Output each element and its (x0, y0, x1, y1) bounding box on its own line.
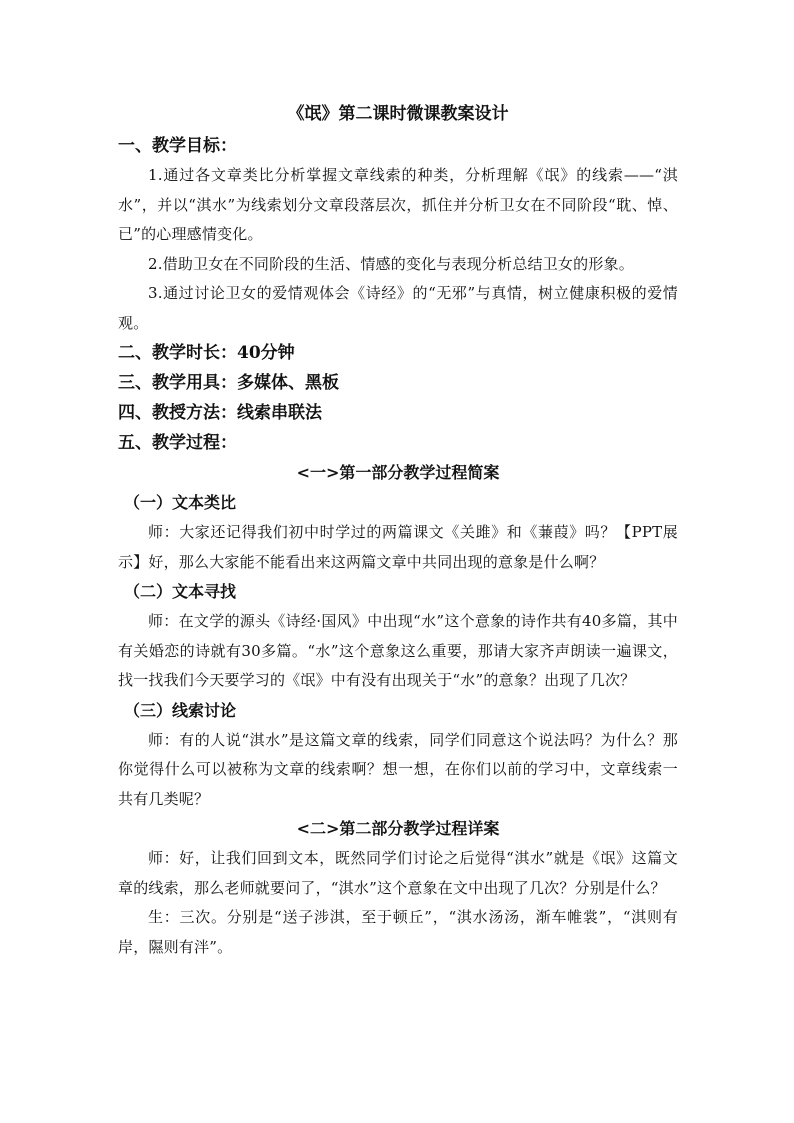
section-heading-objectives: 一、教学目标： (118, 136, 237, 156)
objective-item-2: 2.借助卫女在不同阶段的生活、情感的变化与表现分析总结卫女的形象。 (148, 254, 634, 273)
section-heading-process: 五、教学过程： (118, 433, 237, 453)
text-search-paragraph: 师：在文学的源头《诗经·国风》中出现“水”这个意象的诗作共有40多篇，其中有关婚恋的诗就有30多篇。“水”这个意象这么重要，那请大家齐声朗读一遍课文，找一找我们今天要学习的《氓》中有没有出现关于“水”的意象？出现了几次？ (118, 612, 678, 689)
objective-item-1: 1.通过各文章类比分析掌握文章线索的种类，分析理解《氓》的线索——“淇水”，并以“淇水”为线索划分文章段落层次，抓住并分析卫女在不同阶段“耽、悼、已”的心理感情变化。 (118, 166, 678, 243)
subsection-heading-text-search: （二）文本寻找 (124, 582, 237, 601)
clue-discussion-paragraph: 师：有的人说“淇水”是这篇文章的线索，同学们同意这个说法吗？为什么？那你觉得什么可以被称为文章的线索啊？想一想，在你们以前的学习中，文章线索一共有几类呢？ (118, 730, 678, 808)
text-analogy-paragraph: 师：大家还记得我们初中时学过的两篇课文《关雎》和《蒹葭》吗？【PPT展示】好，那么大家能不能看出来这两篇文章中共同出现的意象是什么啊？ (118, 523, 678, 571)
part1-heading: <一>第一部分教学过程简案 (296, 463, 500, 482)
subsection-heading-clue-discussion: （三）线索讨论 (124, 700, 237, 720)
document-title: 《氓》第二课时微课教案设计 (287, 104, 509, 124)
part2-paragraph-student: 生：三次。分别是“送子涉淇，至于顿丘”，“淇水汤汤，渐车帷裳”，“淇则有岸，隰则有泮”。 (118, 908, 678, 956)
section-heading-method: 四、教授方法：线索串联法 (118, 403, 322, 423)
objective-item-3: 3.通过讨论卫女的爱情观体会《诗经》的“无邪”与真情，树立健康积极的爱情观。 (118, 284, 678, 332)
section-heading-duration: 二、教学时长：40分钟 (118, 343, 295, 363)
subsection-heading-text-analogy: （一）文本类比 (124, 493, 237, 512)
part2-paragraph-teacher: 师：好，让我们回到文本，既然同学们讨论之后觉得“淇水”就是《氓》这篇文章的线索，那么老师就要问了，“淇水”这个意象在文中出现了几次？分别是什么？ (118, 849, 678, 897)
part2-heading: <二>第二部分教学过程详案 (296, 819, 500, 838)
document-page (118, 97, 678, 962)
section-heading-tools: 三、教学用具：多媒体、黑板 (118, 373, 339, 393)
